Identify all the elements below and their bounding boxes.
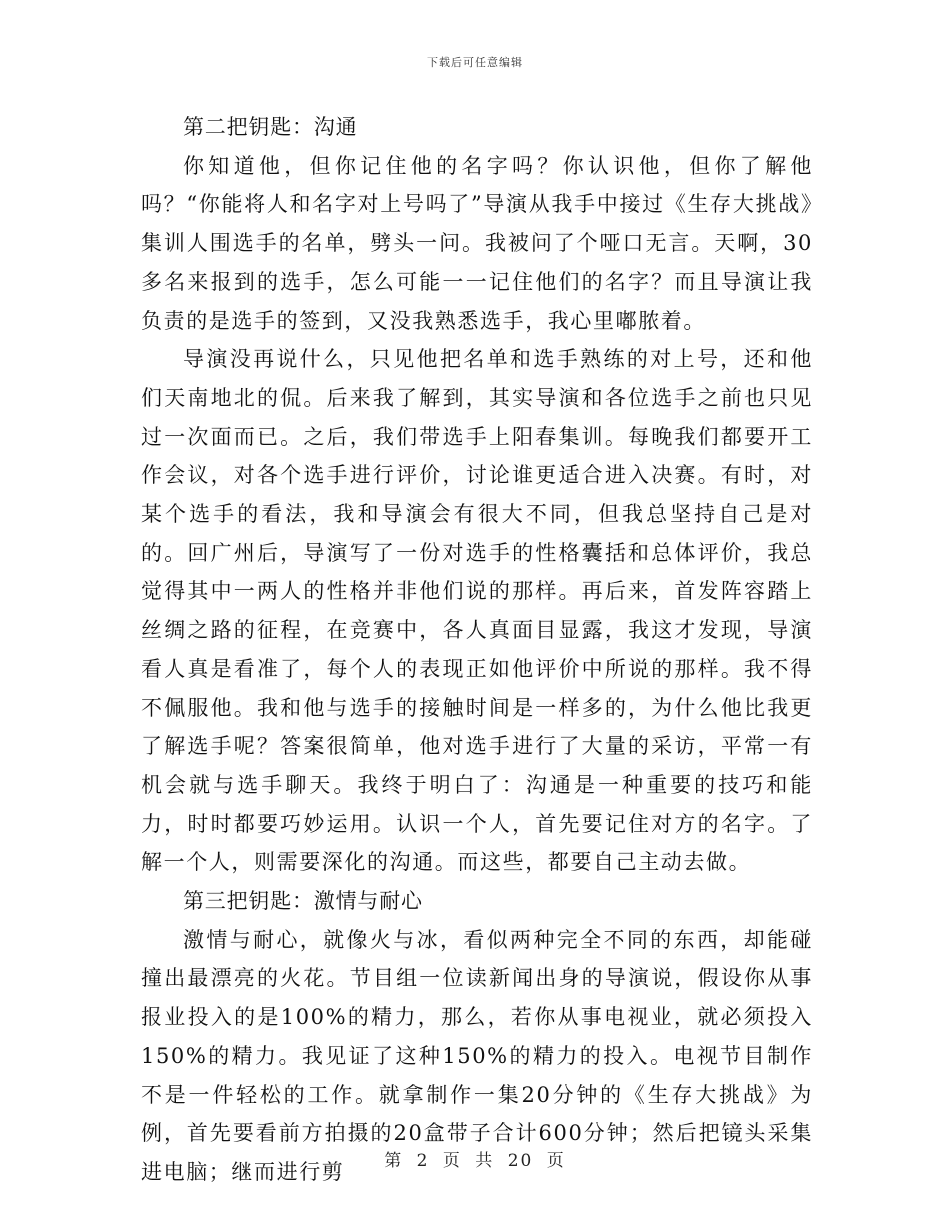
- section-heading-communication: 第二把钥匙：沟通: [183, 115, 358, 139]
- page-number: 第 2 页 共 20 页: [384, 1151, 566, 1171]
- header-note: 下载后可任意编辑: [427, 56, 523, 69]
- section-heading-passion-patience: 第三把钥匙：激情与耐心: [183, 889, 423, 914]
- paragraph-director: 导演没再说什么，只见他把名单和选手熟练的对上号，还和他们天南地北的侃。后来我了解到，其实导演和各位选手之前也只见过一次面而已。之后，我们带选手上阳春集训。每晚我们都要开工作会议，对各个选手进行评价，讨论谁更适合进入决赛。有时，对某个选手的看法，我和导演会有很大不同，但我总坚持自己是对的。回广州后，导演写了一份对选手的性格囊括和总体评价，我总觉得其中一两人的性格并非他们说的那样。再后来，首发阵容踏上丝绸之路的征程，在竞赛中，各人真面目显露，我这才发现，导演看人真是看准了，每个人的表现正如他评价中所说的那样。我不得不佩服他。我和他与选手的接触时间是一样多的，为什么他比我更了解选手呢？答案很简单，他对选手进行了大量的采访，平常一有机会就与选手聊天。我终于明白了：沟通是一种重要的技巧和能力，时时都要巧妙运用。认识一个人，首先要记住对方的名字。了解一个人，则需要深化的沟通。而这些，都要自己主动去做。: [141, 347, 813, 875]
- paragraph-passion: 激情与耐心，就像火与冰，看似两种完全不同的东西，却能碰撞出最漂亮的火花。节目组一位读新闻出身的导演说，假设你从事报业投入的是100%的精力，那么，若你从事电视业，就必须投入150%的精力。我见证了这种150%的精力的投入。电视节目制作不是一件轻松的工作。就拿制作一集20分钟的《生存大挑战》为例，首先要看前方拍摄的20盒带子合计600分钟；然后把镜头采集进电脑；继而进行剪: [141, 927, 813, 1184]
- document-body: [141, 108, 813, 1192]
- paragraph-names: 你知道他，但你记住他的名字吗？你认识他，但你了解他吗？“你能将人和名字对上号吗了”导演从我手中接过《生存大挑战》集训人围选手的名单，劈头一问。我被问了个哑口无言。天啊，30多名来报到的选手，怎么可能一一记住他们的名字？而且导演让我负责的是选手的签到，又没我熟悉选手，我心里嘟脓着。: [141, 153, 813, 333]
